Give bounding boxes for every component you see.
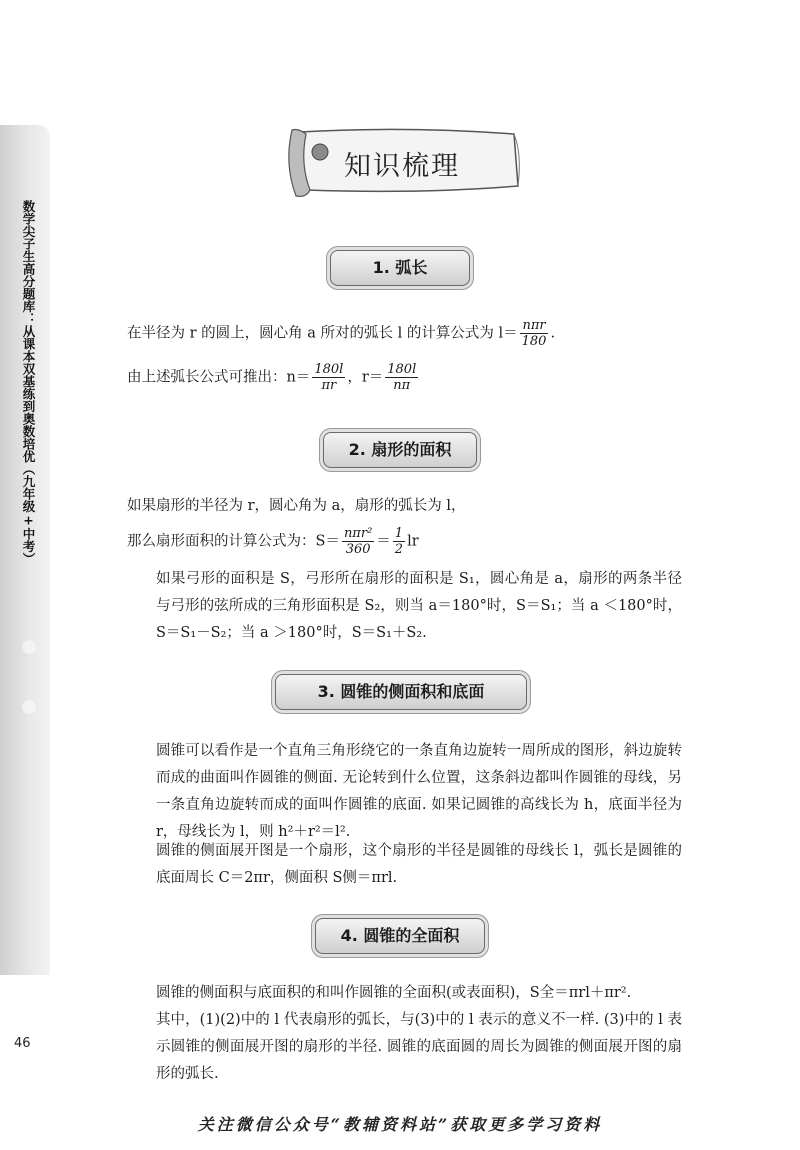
fraction: [520, 318, 549, 349]
denominator: πr: [321, 378, 337, 393]
text: lr: [407, 533, 419, 550]
book-title: 数学尖子生高分题库：从课本双基练到奥数培优（九年级+中考）: [21, 200, 36, 565]
text: ＝: [376, 533, 391, 550]
section-heading-1: 1. 弧长: [330, 250, 470, 286]
paragraph-text: 圆锥的侧面展开图是一个扇形，这个扇形的半径是圆锥的母线长 l，弧长是圆锥的底面周长 C＝2πr，侧面积 S侧＝πrl.: [156, 843, 682, 886]
numerator: nπr: [520, 318, 549, 334]
text: .: [550, 325, 556, 342]
page-title: 知识梳理: [344, 151, 460, 182]
side-decoration: [22, 700, 36, 714]
page-number: 46: [14, 1036, 31, 1051]
denominator: nπ: [393, 378, 411, 393]
fraction: [312, 362, 345, 393]
fraction: [385, 362, 418, 393]
sector-definition: 如果扇形的半径为 r，圆心角为 a，扇形的弧长为 l，: [127, 498, 466, 514]
text: 在半径为 r 的圆上，圆心角 a 所对的弧长 l 的计算公式为 l＝: [127, 325, 518, 342]
paragraph-text: 其中，(1)(2)中的 l 代表扇形的弧长，与(3)中的 l 表示的意义不一样. (3)中的 l 表示圆锥的侧面展开图的扇形的半径. 圆锥的底面圆的周长为圆锥的侧面展开图的扇形的弧长.: [156, 1012, 682, 1082]
text: 由上述弧长公式可推出：n＝: [127, 369, 311, 386]
cone-total-area-paragraph: [127, 980, 682, 1088]
numerator: 180l: [314, 362, 344, 377]
footer-note: 关注微信公众号“教辅资料站”获取更多学习资料: [197, 1115, 603, 1134]
section-heading-3: 3. 圆锥的侧面积和底面: [275, 674, 527, 710]
numerator: nπr²: [343, 526, 373, 541]
denominator: 360: [345, 542, 371, 557]
text: ，r＝: [347, 369, 384, 386]
fraction: [342, 526, 374, 557]
section-heading-2: 2. 扇形的面积: [323, 432, 477, 468]
segment-area-paragraph: [127, 566, 682, 647]
denominator: 2: [394, 542, 404, 557]
numerator: 1: [394, 526, 404, 541]
sector-area-formula: [127, 526, 419, 557]
side-decoration: [22, 640, 36, 654]
fraction: [393, 526, 405, 557]
numerator: 180l: [387, 362, 417, 377]
cone-lateral-paragraph: [127, 838, 682, 892]
cone-definition-paragraph: [127, 738, 682, 846]
text: 那么扇形面积的计算公式为：S＝: [127, 533, 340, 550]
header-scroll: [282, 124, 522, 204]
paragraph-text: 圆锥可以看作是一个直角三角形绕它的一条直角边旋转一周所成的图形，斜边旋转而成的曲面叫作圆锥的侧面. 无论转到什么位置，这条斜边都叫作圆锥的母线，另一条直角边旋转而成的面叫作圆锥的底面. 如果记圆锥的高线长为 h，底面半径为 r，母线长为 l，则 h²＋r²＝l².: [156, 743, 682, 840]
paragraph-text: 如果弓形的面积是 S，弓形所在扇形的面积是 S₁，圆心角是 a，扇形的两条半径与弓形的弦所成的三角形面积是 S₂，则当 a＝180°时，S＝S₁；当 a ＜180°时，S＝S₁－S₂；当 a ＞180°时，S＝S₁＋S₂.: [156, 571, 682, 641]
derived-formula: [127, 362, 420, 393]
paragraph-text: 圆锥的侧面积与底面积的和叫作圆锥的全面积(或表面积)，S全＝πrl＋πr².: [156, 985, 632, 1001]
section-heading-4: 4. 圆锥的全面积: [315, 918, 485, 954]
arc-length-formula: [127, 318, 555, 349]
denominator: 180: [521, 334, 547, 349]
